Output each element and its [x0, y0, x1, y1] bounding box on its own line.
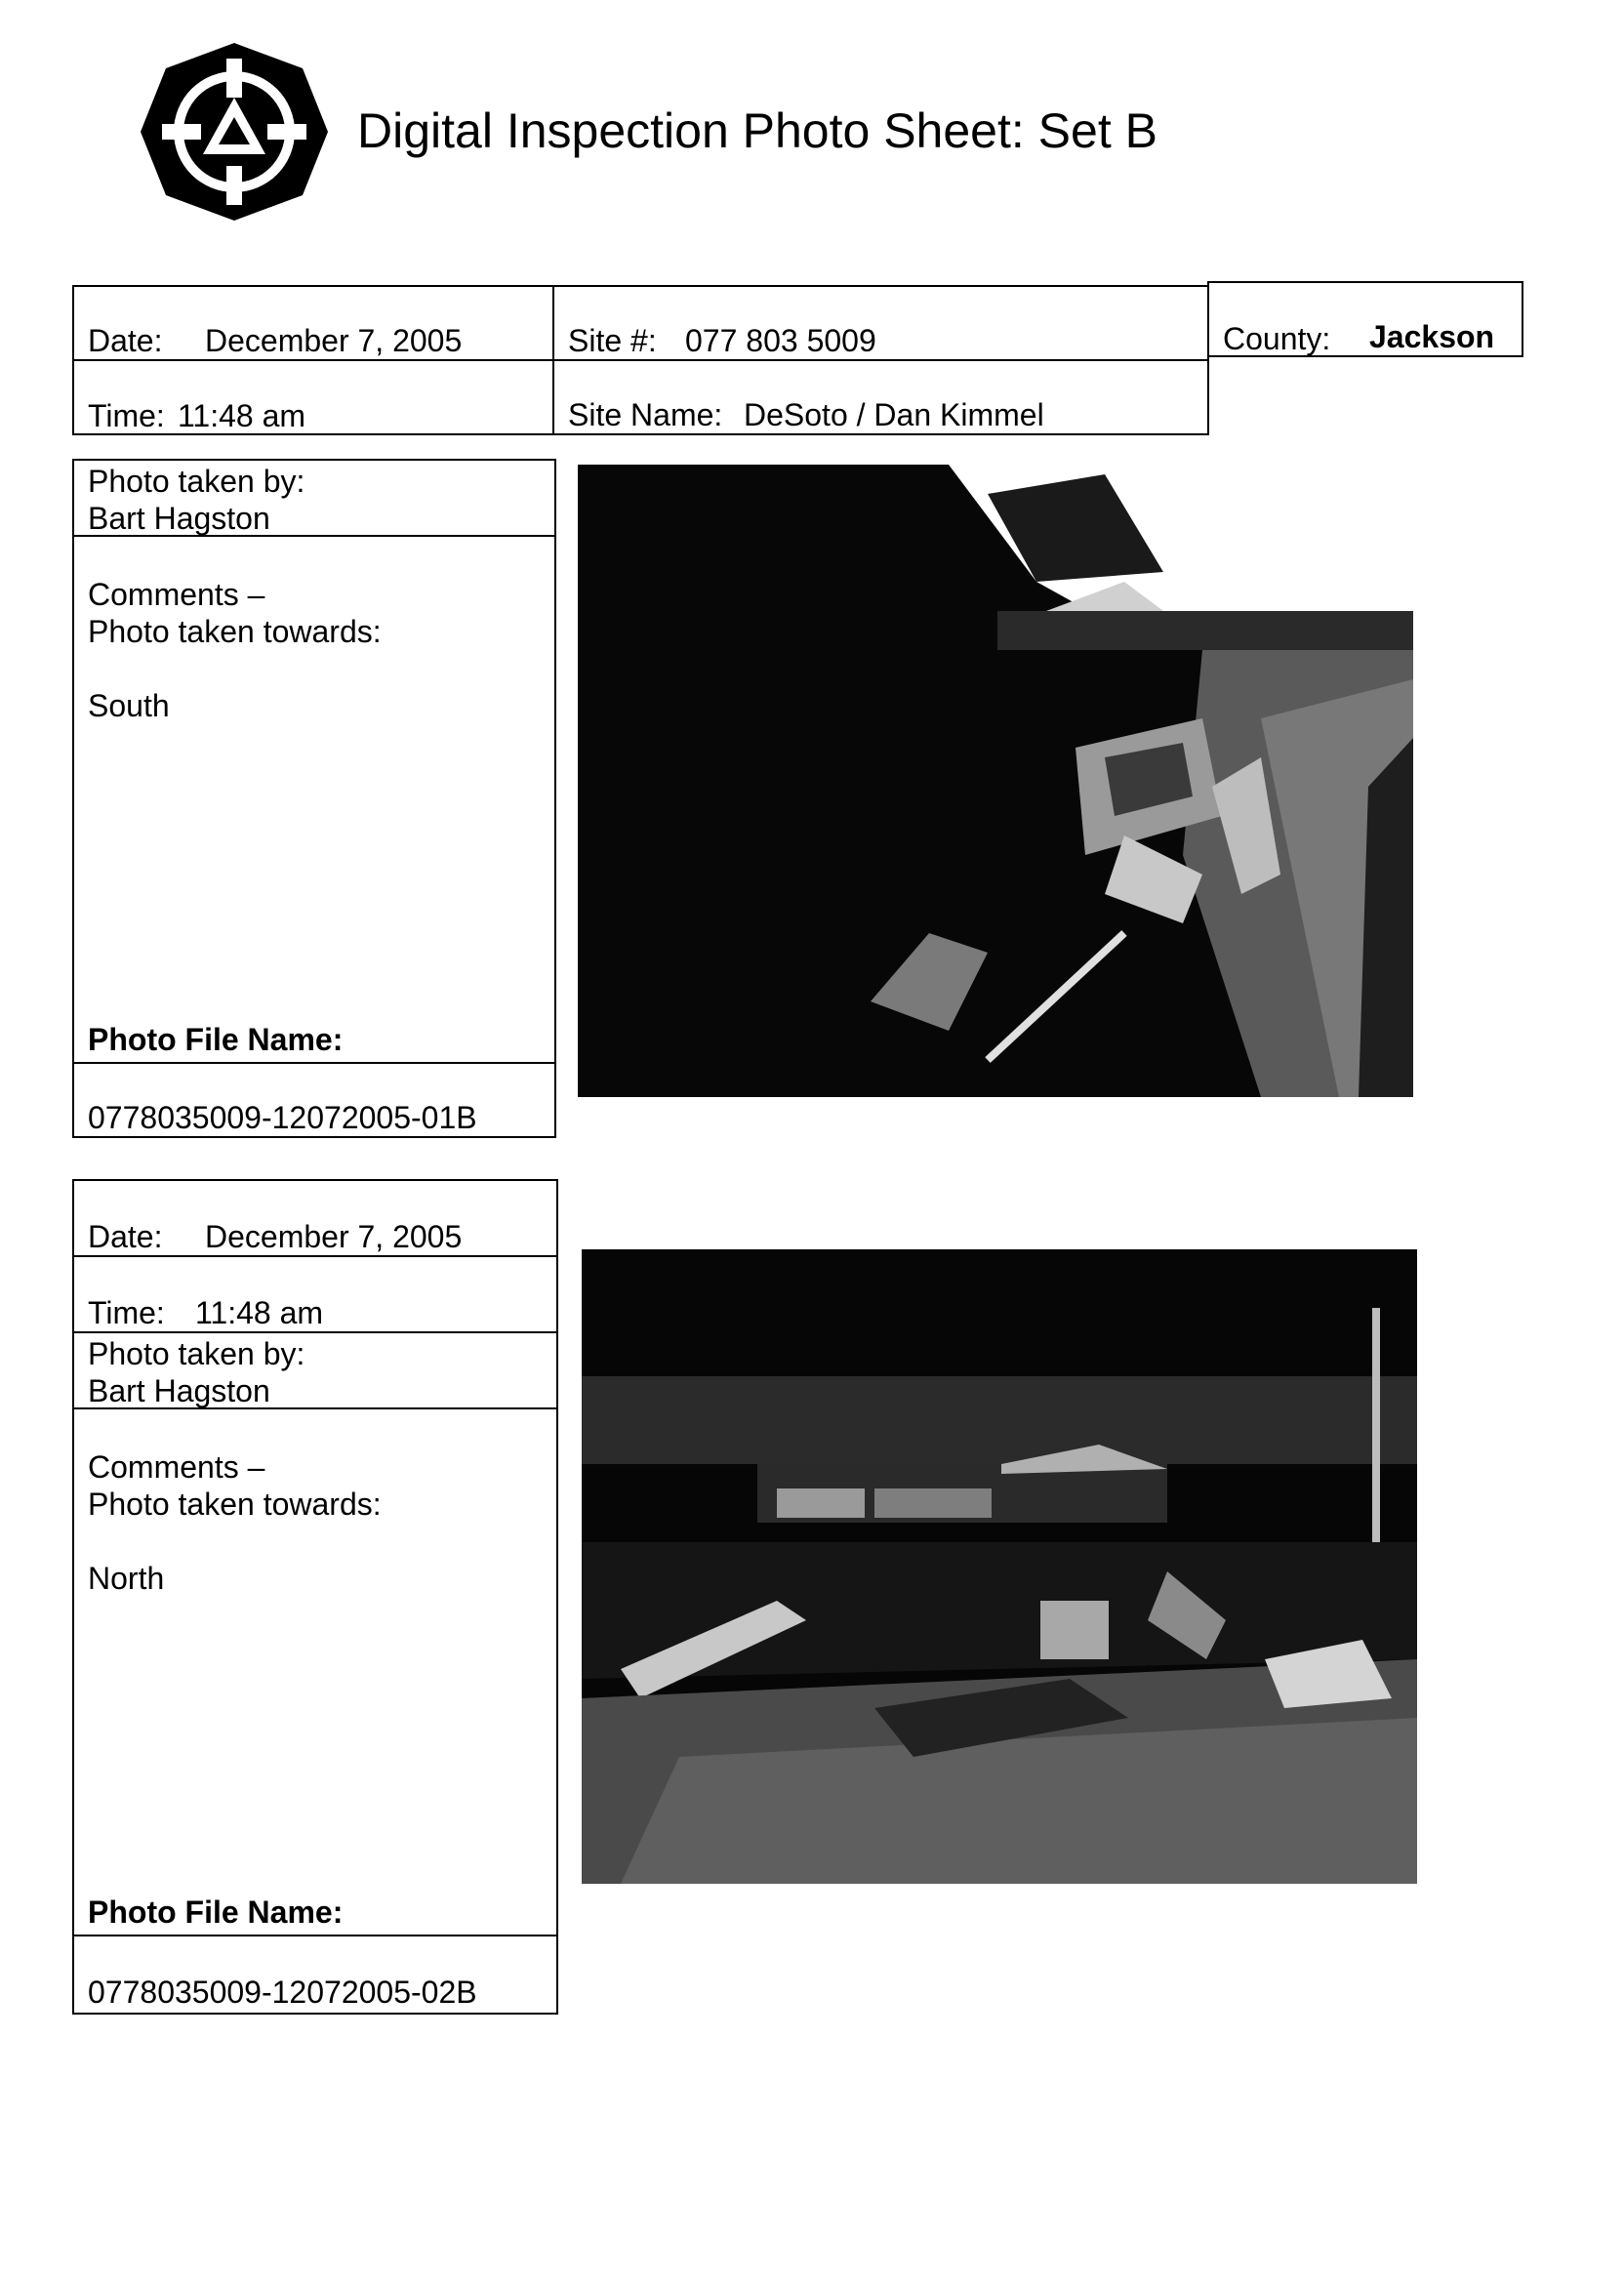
photo-2-time-cell: [72, 1255, 558, 1333]
file-name-label: Photo File Name:: [88, 1022, 344, 1057]
file-name-value: 0778035009-12072005-01B: [88, 1100, 477, 1135]
time-value: 11:48 am: [195, 1295, 324, 1330]
time-cell: [72, 359, 554, 435]
photo-1-taken-by-cell: [72, 459, 556, 537]
date-label: Date:: [88, 1219, 163, 1254]
photo-2-file-cell: [72, 1935, 558, 2015]
file-name-value: 0778035009-12072005-02B: [88, 1975, 477, 2010]
photo-1-file-cell: [72, 1062, 556, 1138]
photo-1-comments-cell: [72, 535, 556, 1064]
page-title: Digital Inspection Photo Sheet: Set B: [357, 103, 1157, 158]
comments-label: Comments –: [88, 577, 265, 612]
date-value: December 7, 2005: [205, 323, 463, 358]
towards-label: Photo taken towards:: [88, 614, 382, 649]
site-number-value: 077 803 5009: [685, 323, 876, 358]
site-number-cell: [552, 285, 1209, 361]
direction-value: South: [88, 688, 170, 723]
county-cell: [1207, 281, 1523, 357]
taken-by-label: Photo taken by:: [88, 464, 305, 499]
file-name-label: Photo File Name:: [88, 1895, 344, 1930]
date-value: December 7, 2005: [205, 1219, 463, 1254]
agency-seal-icon: [137, 39, 332, 224]
site-photo-1: [578, 465, 1413, 1097]
site-number-label: Site #:: [568, 323, 657, 358]
comments-label: Comments –: [88, 1449, 265, 1485]
taken-by-value: Bart Hagston: [88, 1373, 270, 1408]
site-name-label: Site Name:: [568, 397, 723, 432]
site-name-value: DeSoto / Dan Kimmel: [744, 397, 1044, 432]
time-label: Time:: [88, 1295, 165, 1330]
date-label: Date:: [88, 323, 163, 358]
photo-2-date-cell: [72, 1179, 558, 1257]
county-label: County:: [1223, 321, 1331, 356]
county-value: Jackson: [1369, 319, 1495, 354]
time-label: Time:: [88, 398, 165, 433]
photo-2-comments-cell: [72, 1407, 558, 1936]
site-name-cell: [552, 359, 1209, 435]
direction-value: North: [88, 1561, 165, 1596]
towards-label: Photo taken towards:: [88, 1487, 382, 1522]
date-cell: [72, 285, 554, 361]
time-value: 11:48 am: [178, 398, 306, 433]
taken-by-value: Bart Hagston: [88, 501, 270, 536]
photo-2-taken-by-cell: [72, 1331, 558, 1409]
taken-by-label: Photo taken by:: [88, 1336, 305, 1371]
site-photo-2: [582, 1249, 1417, 1884]
